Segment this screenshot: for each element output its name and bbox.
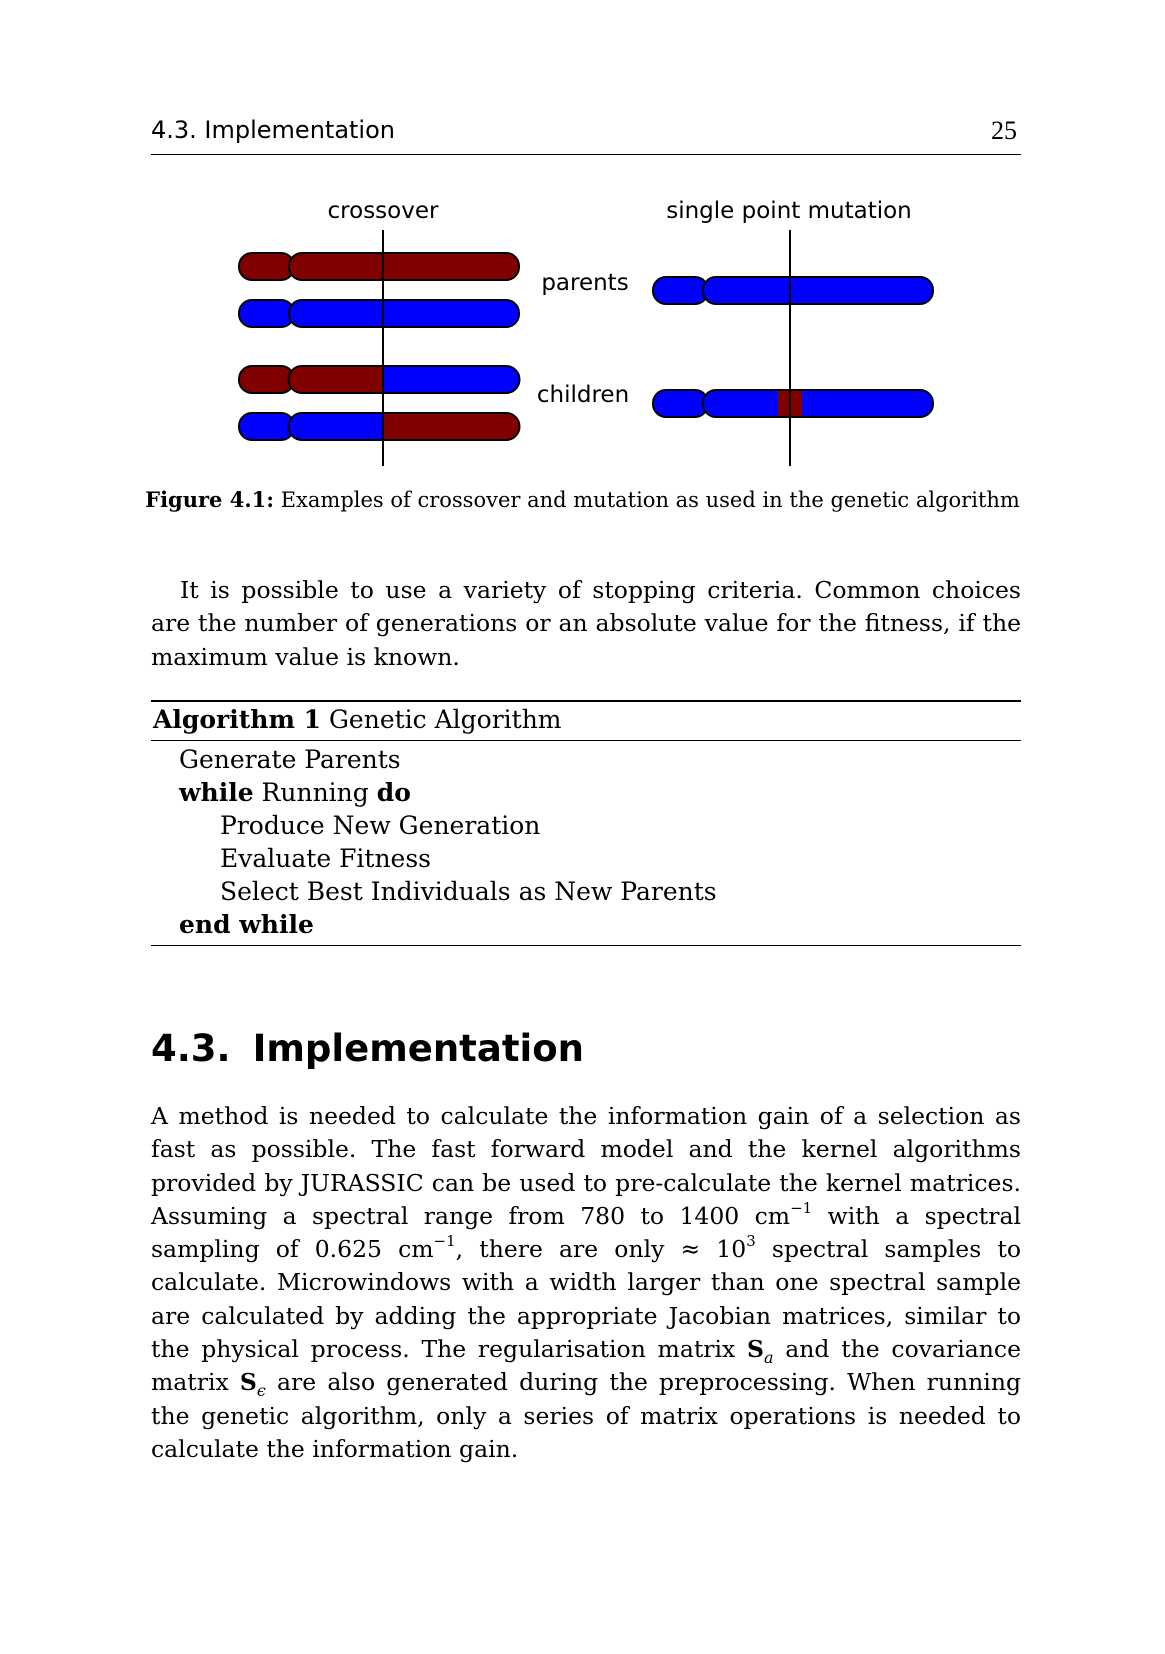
paragraph-stopping-criteria: It is possible to use a variety of stopping criteria. Common choices are the number of generations or an absolute value for the fitness, if the maximum value is known.: [151, 576, 1021, 671]
text-span: spectral samples to calculate. Microwindows with a width larger than one spectral sample are calculated by adding the appropriate Jacobian matrices, similar to the physical process. The regularisation matrix: [151, 1235, 1021, 1364]
algorithm-box: [151, 700, 1021, 946]
crossover-mutation-diagram: [0, 190, 1165, 470]
algorithm-label: Algorithm 1: [153, 705, 321, 734]
algorithm-header: [151, 700, 1021, 741]
keyword-do: do: [376, 778, 411, 807]
text-span: A method is needed to calculate the information gain of a selection as fast as possible. The fast forward model and the kernel algorithms provided by JURASSIC can be used to pre-calculate the kernel matrices. Assuming a spectral range from 780 to 1400 cm: [151, 1102, 1021, 1230]
algo-line-produce: Produce New Generation: [220, 811, 541, 840]
algo-condition: Running: [253, 778, 377, 807]
subscript: a: [764, 1348, 774, 1368]
text-span: are also generated during the preprocessing. When running the genetic algorithm, only a series of matrix operations is needed to calculate the information gain.: [151, 1368, 1021, 1463]
superscript: −1: [790, 1198, 813, 1217]
label-parents: parents: [541, 270, 629, 296]
crossover-parent-a: [239, 253, 519, 280]
algorithm-title: Genetic Algorithm: [328, 705, 562, 734]
figure-caption: [0, 487, 1165, 512]
section-number: 4.3.: [151, 1027, 231, 1070]
algorithm-body: [151, 741, 1021, 946]
text-span: , there are only ≈ 10: [455, 1235, 747, 1264]
text-span: with a spectral sampling of 0.625 cm: [151, 1201, 1021, 1264]
algo-line-select: Select Best Individuals as New Parents: [220, 877, 717, 906]
crossover-child-2: [239, 413, 520, 440]
label-children: children: [536, 382, 630, 408]
keyword-while: while: [179, 778, 254, 807]
algo-line-evaluate: Evaluate Fitness: [220, 844, 432, 873]
figure-caption-label: Figure 4.1:: [145, 487, 275, 512]
algo-line-generate: Generate Parents: [179, 745, 401, 774]
page-number: 25: [991, 116, 1017, 145]
label-crossover: crossover: [327, 198, 439, 224]
crossover-child-1: [239, 366, 520, 393]
section-heading: [151, 1027, 584, 1070]
running-header-section: 4.3. Implementation: [151, 116, 395, 144]
figure-caption-text: Examples of crossover and mutation as used in the genetic algorithm: [274, 488, 1020, 512]
section-title: Implementation: [252, 1027, 584, 1070]
algo-line-while: [151, 776, 1021, 809]
text-span: and the covariance matrix: [151, 1335, 1021, 1397]
label-mutation: single point mutation: [666, 198, 912, 224]
crossover-parent-b: [239, 300, 519, 327]
matrix-symbol: S: [747, 1335, 765, 1364]
superscript: 3: [746, 1232, 756, 1251]
subscript: ϵ: [256, 1381, 266, 1401]
matrix-symbol: S: [239, 1368, 257, 1397]
paragraph-implementation: [151, 1100, 1021, 1466]
figure-4-1: [0, 190, 1165, 470]
mutation-child: [653, 390, 933, 417]
superscript: −1: [433, 1232, 456, 1251]
running-header: [151, 112, 1021, 155]
mutation-parent: [653, 277, 933, 304]
algo-line-end-while: end while: [179, 910, 314, 939]
